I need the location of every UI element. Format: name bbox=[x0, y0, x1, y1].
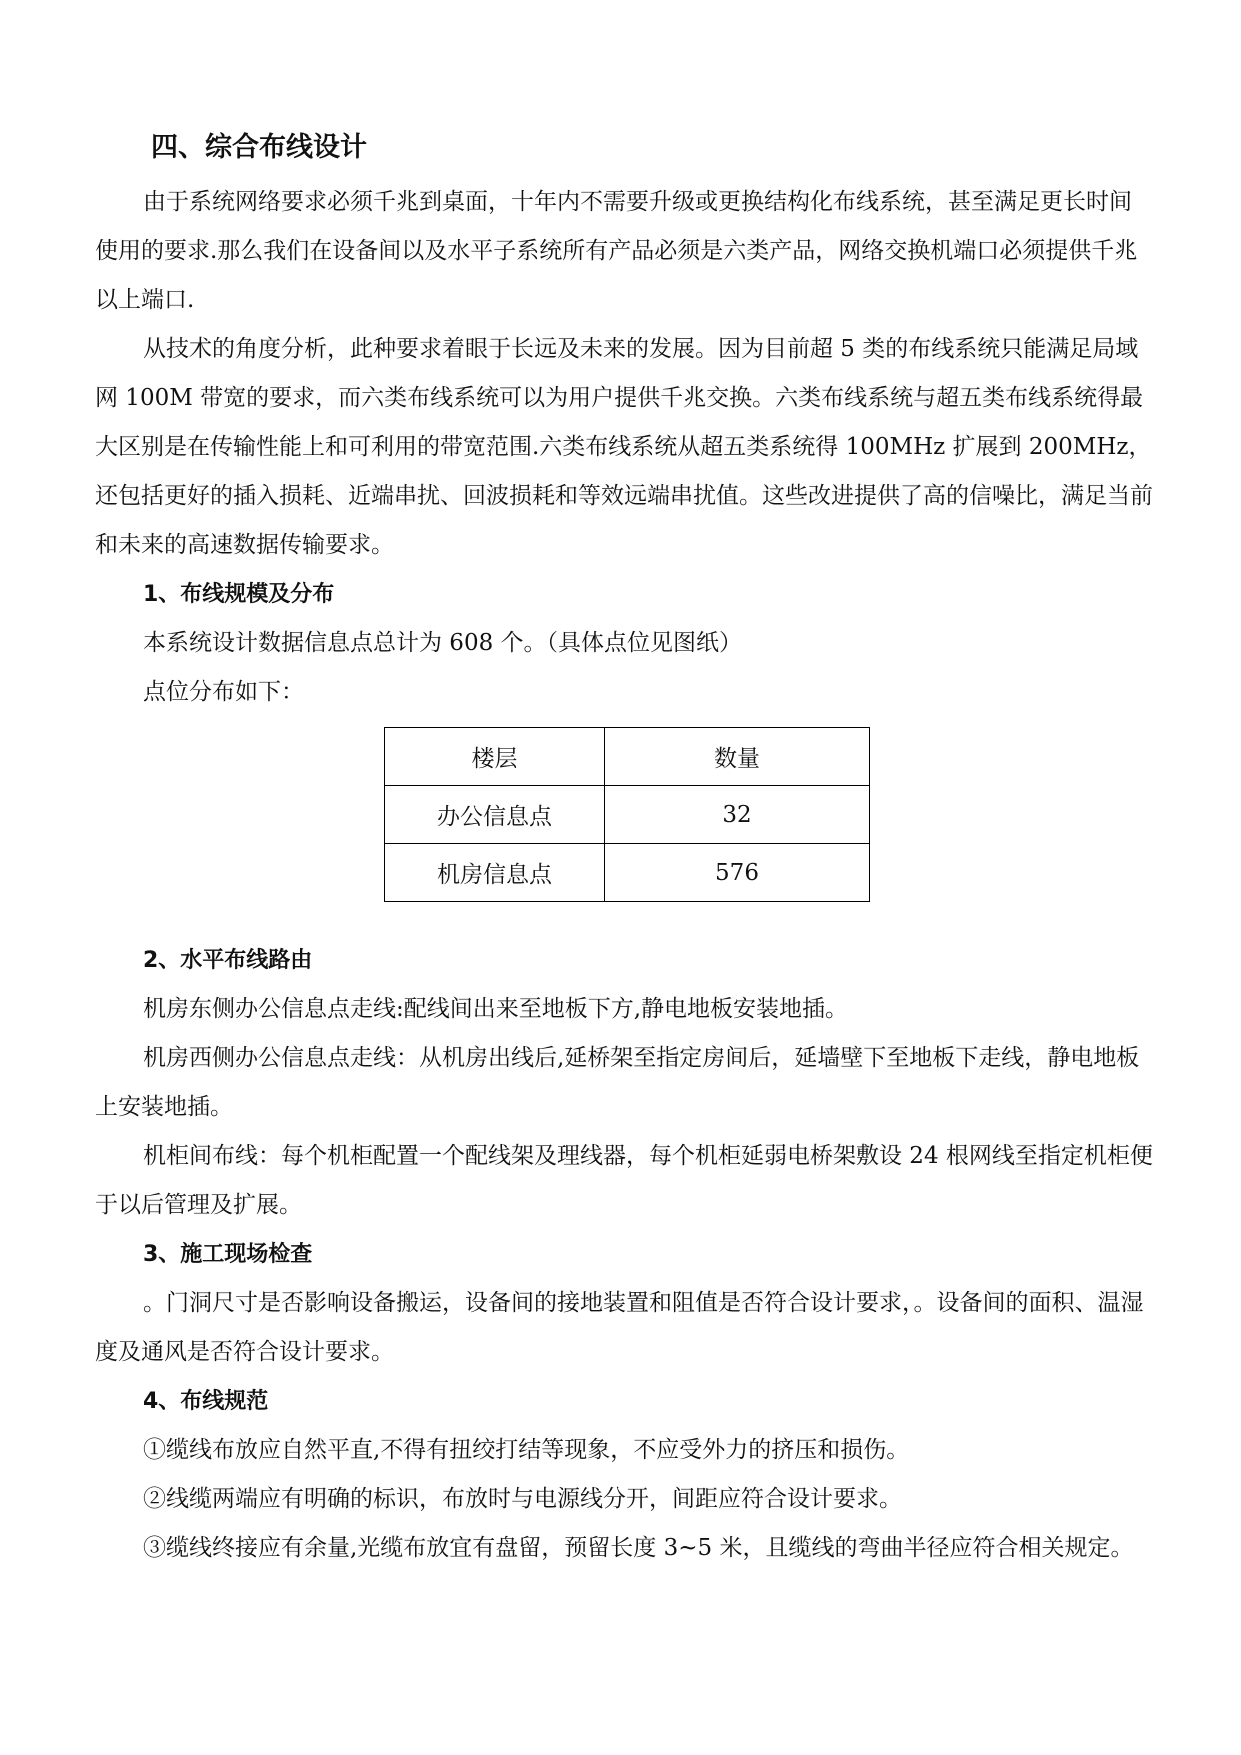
table-header-cell: 数量 bbox=[605, 728, 870, 786]
inspection-paragraph: 。门洞尺寸是否影响设备搬运，设备间的接地装置和阻值是否符合设计要求，。设备间的面积、温湿度及通风是否符合设计要求。 bbox=[95, 1290, 1144, 1365]
table-cell: 32 bbox=[605, 786, 870, 844]
standard-item: ①缆线布放应自然平直,不得有扭绞打结等现象，不应受外力的挤压和损伤。 bbox=[143, 1437, 910, 1463]
table-header-cell: 楼层 bbox=[385, 728, 605, 786]
intro-paragraph-1: 由于系统网络要求必须千兆到桌面，十年内不需要升级或更换结构化布线系统，甚至满足更长时间使用的要求.那么我们在设备间以及水平子系统所有产品必须是六类产品，网络交换机端口必须提供千兆以上端口. bbox=[95, 189, 1138, 313]
distribution-intro: 点位分布如下： bbox=[143, 679, 304, 705]
routing-paragraph: 机房西侧办公信息点走线：从机房出线后,延桥架至指定房间后，延墙壁下至地板下走线，静电地板上安装地插。 bbox=[95, 1045, 1140, 1120]
table-cell: 576 bbox=[605, 844, 870, 902]
total-points-paragraph: 本系统设计数据信息点总计为 608 个。（具体点位见图纸） bbox=[143, 630, 743, 656]
points-table bbox=[384, 727, 870, 902]
intro-paragraph-2: 从技术的角度分析，此种要求着眼于长远及未来的发展。因为目前超 5 类的布线系统只能满足局域网 100M 带宽的要求，而六类布线系统可以为用户提供千兆交换。六类布线系统与超五类布线系统得最大区别是在传输性能上和可利用的带宽范围.六类布线系统从超五类系统得 100MHz 扩展到 200MHz，还包括更好的插入损耗、近端串扰、回波损耗和等效远端串扰值。这些改进提供了高的信噪比，满足当前和未来的高速数据传输要求。 bbox=[95, 336, 1153, 558]
routing-paragraph: 机柜间布线：每个机柜配置一个配线架及理线器，每个机柜延弱电桥架敷设 24 根网线至指定机柜便于以后管理及扩展。 bbox=[95, 1143, 1153, 1218]
table-row bbox=[385, 786, 870, 844]
document-body bbox=[95, 128, 1153, 1573]
standard-item: ③缆线终接应有余量,光缆布放宜有盘留，预留长度 3~5 米，且缆线的弯曲半径应符合相关规定。 bbox=[143, 1535, 1134, 1561]
heading-site-inspection: 3、施工现场检查 bbox=[143, 1242, 313, 1267]
heading-wiring-standards: 4、布线规范 bbox=[143, 1389, 269, 1414]
section-title: 四、综合布线设计 bbox=[151, 132, 367, 163]
heading-horizontal-routing: 2、水平布线路由 bbox=[143, 948, 313, 973]
routing-paragraph: 机房东侧办公信息点走线:配线间出来至地板下方,静电地板安装地插。 bbox=[143, 996, 849, 1022]
heading-wiring-scale: 1、布线规模及分布 bbox=[143, 582, 335, 607]
table-cell: 办公信息点 bbox=[385, 786, 605, 844]
table-cell: 机房信息点 bbox=[385, 844, 605, 902]
table-header-row bbox=[385, 728, 870, 786]
table-row bbox=[385, 844, 870, 902]
standard-item: ②线缆两端应有明确的标识，布放时与电源线分开，间距应符合设计要求。 bbox=[143, 1486, 902, 1512]
